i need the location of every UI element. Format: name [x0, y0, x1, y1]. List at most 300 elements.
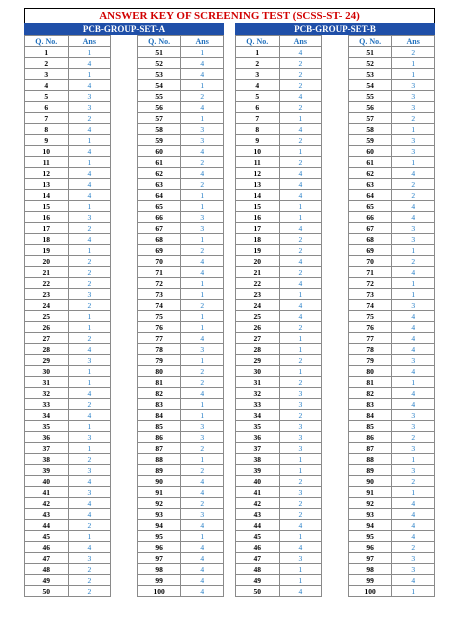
- table-row: [25, 476, 111, 487]
- table-row: [236, 366, 322, 377]
- answer-value: 4: [181, 256, 224, 267]
- question-number: 80: [348, 366, 392, 377]
- table-row: [236, 157, 322, 168]
- answer-value: 3: [68, 289, 111, 300]
- ans-header: Ans: [392, 36, 435, 47]
- answer-value: 3: [68, 102, 111, 113]
- answer-value: 4: [392, 168, 435, 179]
- question-number: 1: [236, 47, 280, 58]
- table-row: [25, 322, 111, 333]
- table-row: [236, 201, 322, 212]
- question-number: 61: [137, 157, 181, 168]
- answer-value: 4: [392, 366, 435, 377]
- question-number: 35: [25, 421, 69, 432]
- answer-value: 2: [392, 47, 435, 58]
- answer-value: 2: [68, 586, 111, 597]
- question-number: 100: [137, 586, 181, 597]
- set-b-block-1: [235, 35, 322, 597]
- table-row: [25, 245, 111, 256]
- answer-value: 1: [68, 322, 111, 333]
- answer-value: 3: [279, 487, 322, 498]
- question-number: 28: [25, 344, 69, 355]
- question-number: 37: [25, 443, 69, 454]
- answer-value: 4: [279, 311, 322, 322]
- table-row: [25, 333, 111, 344]
- table-row: [348, 366, 434, 377]
- table-row: [25, 531, 111, 542]
- answer-value: 4: [181, 520, 224, 531]
- answer-value: 2: [279, 58, 322, 69]
- question-number: 5: [236, 91, 280, 102]
- question-number: 3: [25, 69, 69, 80]
- question-number: 25: [25, 311, 69, 322]
- answer-value: 2: [279, 234, 322, 245]
- answer-value: 2: [279, 498, 322, 509]
- answer-value: 4: [279, 278, 322, 289]
- table-row: [236, 124, 322, 135]
- answer-value: 4: [181, 168, 224, 179]
- table-row: [137, 454, 223, 465]
- answer-value: 1: [279, 289, 322, 300]
- answer-value: 4: [392, 575, 435, 586]
- table-row: [236, 113, 322, 124]
- answer-value: 3: [392, 223, 435, 234]
- answer-value: 4: [181, 69, 224, 80]
- answer-value: 1: [279, 333, 322, 344]
- answer-value: 4: [181, 476, 224, 487]
- table-row: [137, 300, 223, 311]
- table-row: [137, 509, 223, 520]
- question-number: 9: [25, 135, 69, 146]
- table-row: [25, 443, 111, 454]
- answer-value: 4: [68, 234, 111, 245]
- question-number: 94: [348, 520, 392, 531]
- set-a-block-2: [137, 35, 224, 597]
- question-number: 51: [137, 47, 181, 58]
- question-number: 5: [25, 91, 69, 102]
- table-row: [236, 553, 322, 564]
- question-number: 34: [25, 410, 69, 421]
- answer-value: 4: [279, 586, 322, 597]
- table-row: [137, 498, 223, 509]
- answer-value: 3: [392, 234, 435, 245]
- answer-value: 4: [68, 146, 111, 157]
- question-number: 79: [348, 355, 392, 366]
- answer-value: 4: [279, 542, 322, 553]
- question-number: 97: [137, 553, 181, 564]
- table-row: [25, 135, 111, 146]
- answer-value: 4: [279, 179, 322, 190]
- table-row: [137, 487, 223, 498]
- table-row: [137, 564, 223, 575]
- question-number: 74: [137, 300, 181, 311]
- question-number: 52: [137, 58, 181, 69]
- question-number: 9: [236, 135, 280, 146]
- question-number: 19: [236, 245, 280, 256]
- table-row: [348, 333, 434, 344]
- table-row: [236, 377, 322, 388]
- table-row: [348, 553, 434, 564]
- table-row: [25, 454, 111, 465]
- answer-value: 3: [392, 91, 435, 102]
- answer-table: [235, 35, 322, 597]
- question-number: 49: [236, 575, 280, 586]
- question-number: 61: [348, 157, 392, 168]
- table-row: [236, 333, 322, 344]
- table-row: [137, 179, 223, 190]
- question-number: 48: [236, 564, 280, 575]
- answer-value: 4: [392, 531, 435, 542]
- table-row: [25, 432, 111, 443]
- question-number: 78: [348, 344, 392, 355]
- question-number: 21: [236, 267, 280, 278]
- answer-value: 2: [392, 190, 435, 201]
- answer-value: 1: [181, 311, 224, 322]
- question-number: 64: [137, 190, 181, 201]
- answer-value: 2: [68, 399, 111, 410]
- table-row: [236, 443, 322, 454]
- answer-value: 4: [181, 586, 224, 597]
- answer-value: 1: [392, 377, 435, 388]
- answer-table: [348, 35, 435, 597]
- table-row: [236, 289, 322, 300]
- question-number: 1: [25, 47, 69, 58]
- table-row: [25, 520, 111, 531]
- table-row: [137, 113, 223, 124]
- question-number: 96: [348, 542, 392, 553]
- question-number: 12: [25, 168, 69, 179]
- table-row: [348, 102, 434, 113]
- table-row: [137, 520, 223, 531]
- table-row: [348, 311, 434, 322]
- table-row: [236, 388, 322, 399]
- question-number: 73: [348, 289, 392, 300]
- table-row: [236, 212, 322, 223]
- answer-value: 3: [392, 443, 435, 454]
- question-number: 4: [25, 80, 69, 91]
- answer-value: 4: [392, 509, 435, 520]
- answer-value: 1: [181, 399, 224, 410]
- question-number: 12: [236, 168, 280, 179]
- table-row: [25, 80, 111, 91]
- answer-value: 1: [181, 201, 224, 212]
- answer-value: 2: [279, 157, 322, 168]
- question-number: 57: [137, 113, 181, 124]
- table-row: [348, 124, 434, 135]
- answer-value: 1: [279, 366, 322, 377]
- table-row: [348, 135, 434, 146]
- question-number: 86: [348, 432, 392, 443]
- qno-header: Q. No.: [236, 36, 280, 47]
- table-row: [348, 454, 434, 465]
- answer-value: 1: [392, 586, 435, 597]
- answer-value: 1: [181, 113, 224, 124]
- table-row: [25, 564, 111, 575]
- answer-value: 4: [68, 498, 111, 509]
- question-number: 42: [25, 498, 69, 509]
- question-number: 82: [137, 388, 181, 399]
- table-row: [137, 157, 223, 168]
- table-row: [137, 553, 223, 564]
- table-row: [25, 355, 111, 366]
- answer-value: 1: [181, 454, 224, 465]
- question-number: 74: [348, 300, 392, 311]
- question-number: 43: [25, 509, 69, 520]
- answer-value: 2: [181, 300, 224, 311]
- question-number: 92: [348, 498, 392, 509]
- answer-value: 1: [68, 69, 111, 80]
- question-number: 93: [348, 509, 392, 520]
- answer-value: 1: [68, 531, 111, 542]
- answer-value: 3: [279, 432, 322, 443]
- question-number: 63: [348, 179, 392, 190]
- answer-value: 1: [68, 377, 111, 388]
- answer-value: 3: [181, 124, 224, 135]
- table-row: [348, 377, 434, 388]
- answer-value: 1: [181, 190, 224, 201]
- table-row: [348, 487, 434, 498]
- question-number: 50: [236, 586, 280, 597]
- table-row: [348, 520, 434, 531]
- question-number: 77: [137, 333, 181, 344]
- question-number: 39: [25, 465, 69, 476]
- question-number: 95: [137, 531, 181, 542]
- table-row: [236, 47, 322, 58]
- table-row: [137, 586, 223, 597]
- question-number: 16: [25, 212, 69, 223]
- answer-value: 4: [392, 498, 435, 509]
- table-row: [348, 201, 434, 212]
- question-number: 7: [236, 113, 280, 124]
- question-number: 69: [137, 245, 181, 256]
- answer-value: 2: [68, 564, 111, 575]
- question-number: 60: [137, 146, 181, 157]
- answer-value: 3: [279, 399, 322, 410]
- question-number: 45: [236, 531, 280, 542]
- table-row: [236, 234, 322, 245]
- table-row: [348, 256, 434, 267]
- answer-value: 2: [68, 113, 111, 124]
- answer-value: 1: [279, 146, 322, 157]
- question-number: 93: [137, 509, 181, 520]
- answer-value: 4: [68, 388, 111, 399]
- set-b-block-2: [348, 35, 435, 597]
- question-number: 34: [236, 410, 280, 421]
- answer-value: 4: [279, 168, 322, 179]
- answer-value: 3: [392, 355, 435, 366]
- answer-value: 2: [68, 223, 111, 234]
- table-row: [348, 190, 434, 201]
- table-row: [25, 69, 111, 80]
- table-row: [25, 234, 111, 245]
- answer-value: 3: [279, 388, 322, 399]
- sets-container: [24, 23, 435, 597]
- answer-value: 2: [181, 245, 224, 256]
- table-row: [25, 201, 111, 212]
- question-number: 95: [348, 531, 392, 542]
- table-row: [348, 355, 434, 366]
- table-row: [236, 168, 322, 179]
- table-row: [348, 113, 434, 124]
- answer-value: 4: [68, 410, 111, 421]
- question-number: 22: [236, 278, 280, 289]
- question-number: 72: [348, 278, 392, 289]
- table-row: [137, 311, 223, 322]
- table-row: [137, 212, 223, 223]
- question-number: 4: [236, 80, 280, 91]
- answer-value: 3: [392, 564, 435, 575]
- answer-value: 4: [68, 179, 111, 190]
- question-number: 73: [137, 289, 181, 300]
- answer-value: 2: [279, 509, 322, 520]
- table-row: [348, 465, 434, 476]
- table-row: [137, 399, 223, 410]
- answer-value: 4: [181, 388, 224, 399]
- question-number: 8: [25, 124, 69, 135]
- table-row: [236, 80, 322, 91]
- table-row: [348, 399, 434, 410]
- question-number: 77: [348, 333, 392, 344]
- table-row: [348, 421, 434, 432]
- question-number: 53: [137, 69, 181, 80]
- answer-value: 3: [68, 355, 111, 366]
- table-row: [25, 102, 111, 113]
- answer-value: 3: [68, 432, 111, 443]
- answer-value: 2: [392, 256, 435, 267]
- question-number: 6: [25, 102, 69, 113]
- table-row: [137, 80, 223, 91]
- table-row: [137, 223, 223, 234]
- question-number: 83: [137, 399, 181, 410]
- question-number: 45: [25, 531, 69, 542]
- question-number: 50: [25, 586, 69, 597]
- answer-value: 2: [392, 432, 435, 443]
- question-number: 64: [348, 190, 392, 201]
- table-row: [348, 443, 434, 454]
- table-row: [236, 399, 322, 410]
- question-number: 16: [236, 212, 280, 223]
- answer-value: 2: [279, 476, 322, 487]
- question-number: 83: [348, 399, 392, 410]
- answer-value: 2: [68, 454, 111, 465]
- answer-value: 4: [181, 553, 224, 564]
- table-row: [137, 201, 223, 212]
- answer-value: 3: [392, 146, 435, 157]
- table-row: [236, 487, 322, 498]
- question-number: 14: [25, 190, 69, 201]
- table-row: [348, 509, 434, 520]
- table-row: [25, 223, 111, 234]
- question-number: 68: [348, 234, 392, 245]
- table-row: [25, 487, 111, 498]
- table-row: [137, 124, 223, 135]
- table-row: [137, 531, 223, 542]
- question-number: 26: [236, 322, 280, 333]
- page-title: ANSWER KEY OF SCREENING TEST (SCSS-ST- 24): [24, 8, 435, 23]
- question-number: 22: [25, 278, 69, 289]
- question-number: 42: [236, 498, 280, 509]
- table-row: [348, 212, 434, 223]
- answer-value: 3: [279, 421, 322, 432]
- table-row: [236, 454, 322, 465]
- question-number: 84: [137, 410, 181, 421]
- table-row: [348, 388, 434, 399]
- question-number: 26: [25, 322, 69, 333]
- question-number: 30: [25, 366, 69, 377]
- table-row: [236, 102, 322, 113]
- answer-value: 4: [279, 520, 322, 531]
- answer-value: 1: [392, 245, 435, 256]
- answer-value: 2: [68, 520, 111, 531]
- answer-value: 1: [181, 322, 224, 333]
- answer-value: 1: [279, 212, 322, 223]
- answer-value: 3: [68, 212, 111, 223]
- question-number: 46: [25, 542, 69, 553]
- question-number: 30: [236, 366, 280, 377]
- table-row: [137, 256, 223, 267]
- question-number: 17: [236, 223, 280, 234]
- table-row: [348, 168, 434, 179]
- table-row: [137, 102, 223, 113]
- question-number: 2: [25, 58, 69, 69]
- question-number: 92: [137, 498, 181, 509]
- question-number: 11: [236, 157, 280, 168]
- table-row: [236, 91, 322, 102]
- answer-value: 1: [392, 58, 435, 69]
- table-row: [137, 47, 223, 58]
- table-row: [236, 223, 322, 234]
- question-number: 25: [236, 311, 280, 322]
- table-row: [236, 498, 322, 509]
- table-row: [137, 278, 223, 289]
- table-row: [348, 289, 434, 300]
- table-row: [137, 465, 223, 476]
- answer-value: 1: [392, 278, 435, 289]
- table-row: [25, 586, 111, 597]
- answer-value: 2: [181, 498, 224, 509]
- question-number: 47: [236, 553, 280, 564]
- table-row: [25, 498, 111, 509]
- answer-value: 1: [181, 410, 224, 421]
- set-b-spacer: [322, 35, 348, 597]
- answer-value: 4: [181, 102, 224, 113]
- answer-value: 3: [392, 410, 435, 421]
- table-row: [25, 300, 111, 311]
- table-row: [137, 355, 223, 366]
- table-row: [25, 124, 111, 135]
- answer-value: 2: [68, 267, 111, 278]
- answer-value: 2: [279, 135, 322, 146]
- answer-value: 4: [279, 47, 322, 58]
- answer-value: 4: [181, 58, 224, 69]
- answer-value: 1: [279, 531, 322, 542]
- answer-value: 4: [279, 124, 322, 135]
- question-number: 3: [236, 69, 280, 80]
- answer-value: 4: [181, 542, 224, 553]
- table-row: [348, 498, 434, 509]
- answer-value: 2: [181, 377, 224, 388]
- question-number: 85: [137, 421, 181, 432]
- question-number: 15: [25, 201, 69, 212]
- question-number: 63: [137, 179, 181, 190]
- answer-value: 2: [279, 80, 322, 91]
- question-number: 17: [25, 223, 69, 234]
- question-number: 97: [348, 553, 392, 564]
- table-row: [137, 542, 223, 553]
- question-number: 47: [25, 553, 69, 564]
- answer-value: 4: [68, 168, 111, 179]
- question-number: 99: [137, 575, 181, 586]
